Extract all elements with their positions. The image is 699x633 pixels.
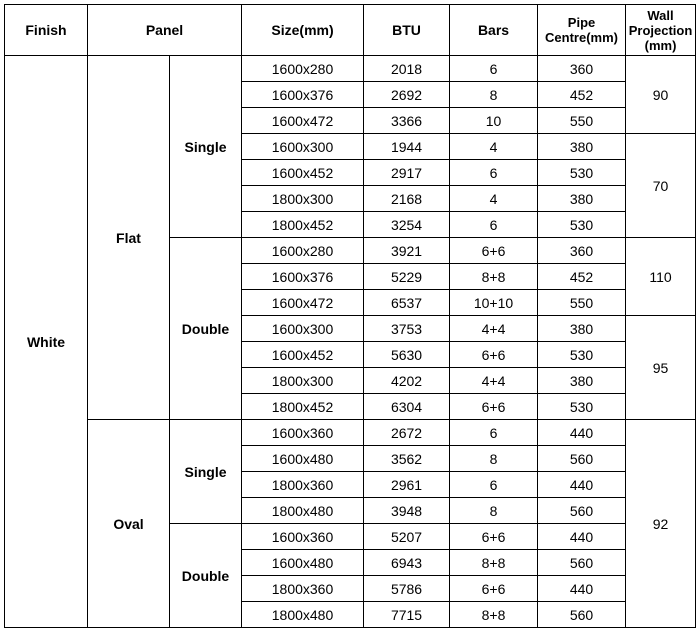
header-pipe-line2: Centre(mm) bbox=[545, 30, 618, 45]
btu-cell: 2168 bbox=[364, 186, 450, 212]
pipe-cell: 440 bbox=[538, 420, 626, 446]
header-size: Size(mm) bbox=[242, 5, 364, 56]
pipe-cell: 560 bbox=[538, 602, 626, 628]
size-cell: 1600x376 bbox=[242, 82, 364, 108]
pipe-cell: 380 bbox=[538, 186, 626, 212]
bars-cell: 8 bbox=[450, 446, 538, 472]
bars-cell: 6+6 bbox=[450, 238, 538, 264]
btu-cell: 2961 bbox=[364, 472, 450, 498]
size-cell: 1800x480 bbox=[242, 498, 364, 524]
bars-cell: 8+8 bbox=[450, 602, 538, 628]
pipe-cell: 530 bbox=[538, 160, 626, 186]
type-cell-flat-double: Double bbox=[170, 238, 242, 420]
size-cell: 1800x300 bbox=[242, 368, 364, 394]
bars-cell: 6+6 bbox=[450, 576, 538, 602]
size-cell: 1600x452 bbox=[242, 342, 364, 368]
panel-cell-oval: Oval bbox=[88, 420, 170, 628]
size-cell: 1800x300 bbox=[242, 186, 364, 212]
pipe-cell: 530 bbox=[538, 342, 626, 368]
pipe-cell: 560 bbox=[538, 498, 626, 524]
type-cell-oval-single: Single bbox=[170, 420, 242, 524]
size-cell: 1800x452 bbox=[242, 212, 364, 238]
pipe-cell: 452 bbox=[538, 82, 626, 108]
btu-cell: 4202 bbox=[364, 368, 450, 394]
type-cell-oval-double: Double bbox=[170, 524, 242, 628]
pipe-cell: 452 bbox=[538, 264, 626, 290]
pipe-cell: 380 bbox=[538, 134, 626, 160]
btu-cell: 3562 bbox=[364, 446, 450, 472]
size-cell: 1600x452 bbox=[242, 160, 364, 186]
table-row bbox=[5, 56, 696, 82]
header-panel: Panel bbox=[88, 5, 242, 56]
header-btu: BTU bbox=[364, 5, 450, 56]
btu-cell: 5630 bbox=[364, 342, 450, 368]
pipe-cell: 440 bbox=[538, 576, 626, 602]
bars-cell: 8 bbox=[450, 498, 538, 524]
bars-cell: 4+4 bbox=[450, 316, 538, 342]
radiator-spec-table bbox=[4, 4, 696, 628]
pipe-cell: 530 bbox=[538, 212, 626, 238]
size-cell: 1800x452 bbox=[242, 394, 364, 420]
header-pipe-centre bbox=[538, 5, 626, 56]
bars-cell: 6 bbox=[450, 56, 538, 82]
btu-cell: 2917 bbox=[364, 160, 450, 186]
size-cell: 1600x376 bbox=[242, 264, 364, 290]
bars-cell: 6+6 bbox=[450, 342, 538, 368]
btu-cell: 6537 bbox=[364, 290, 450, 316]
pipe-cell: 380 bbox=[538, 368, 626, 394]
bars-cell: 6 bbox=[450, 420, 538, 446]
header-wall-line3: (mm) bbox=[644, 37, 677, 53]
btu-cell: 5229 bbox=[364, 264, 450, 290]
type-cell-flat-single: Single bbox=[170, 56, 242, 238]
bars-cell: 6+6 bbox=[450, 524, 538, 550]
btu-cell: 2692 bbox=[364, 82, 450, 108]
size-cell: 1600x480 bbox=[242, 446, 364, 472]
btu-cell: 5786 bbox=[364, 576, 450, 602]
size-cell: 1600x280 bbox=[242, 238, 364, 264]
btu-cell: 6304 bbox=[364, 394, 450, 420]
pipe-cell: 360 bbox=[538, 56, 626, 82]
size-cell: 1600x360 bbox=[242, 524, 364, 550]
bars-cell: 6 bbox=[450, 160, 538, 186]
btu-cell: 3921 bbox=[364, 238, 450, 264]
table-row bbox=[5, 420, 696, 446]
header-bars: Bars bbox=[450, 5, 538, 56]
wall-projection-cell: 90 bbox=[626, 56, 696, 134]
finish-cell: White bbox=[5, 56, 88, 628]
btu-cell: 5207 bbox=[364, 524, 450, 550]
pipe-cell: 550 bbox=[538, 290, 626, 316]
size-cell: 1800x480 bbox=[242, 602, 364, 628]
bars-cell: 8+8 bbox=[450, 550, 538, 576]
btu-cell: 1944 bbox=[364, 134, 450, 160]
bars-cell: 6+6 bbox=[450, 394, 538, 420]
header-wall-line2: Projection bbox=[628, 22, 693, 38]
size-cell: 1600x472 bbox=[242, 108, 364, 134]
wall-projection-cell: 92 bbox=[626, 420, 696, 628]
size-cell: 1600x300 bbox=[242, 134, 364, 160]
header-wall-line1: Wall bbox=[647, 7, 674, 23]
size-cell: 1600x472 bbox=[242, 290, 364, 316]
pipe-cell: 440 bbox=[538, 524, 626, 550]
panel-cell-flat: Flat bbox=[88, 56, 170, 420]
bars-cell: 4+4 bbox=[450, 368, 538, 394]
bars-cell: 10+10 bbox=[450, 290, 538, 316]
bars-cell: 6 bbox=[450, 472, 538, 498]
btu-cell: 3366 bbox=[364, 108, 450, 134]
size-cell: 1600x280 bbox=[242, 56, 364, 82]
size-cell: 1600x480 bbox=[242, 550, 364, 576]
btu-cell: 3254 bbox=[364, 212, 450, 238]
btu-cell: 2672 bbox=[364, 420, 450, 446]
header-pipe-line1: Pipe bbox=[567, 15, 596, 30]
btu-cell: 7715 bbox=[364, 602, 450, 628]
header-wall-projection bbox=[626, 5, 696, 56]
btu-cell: 3753 bbox=[364, 316, 450, 342]
pipe-cell: 440 bbox=[538, 472, 626, 498]
wall-projection-cell: 95 bbox=[626, 316, 696, 420]
header-row bbox=[5, 5, 696, 56]
size-cell: 1800x360 bbox=[242, 576, 364, 602]
wall-projection-cell: 110 bbox=[626, 238, 696, 316]
wall-projection-cell: 70 bbox=[626, 134, 696, 238]
btu-cell: 3948 bbox=[364, 498, 450, 524]
size-cell: 1800x360 bbox=[242, 472, 364, 498]
pipe-cell: 550 bbox=[538, 108, 626, 134]
bars-cell: 8 bbox=[450, 82, 538, 108]
bars-cell: 4 bbox=[450, 186, 538, 212]
size-cell: 1600x360 bbox=[242, 420, 364, 446]
bars-cell: 10 bbox=[450, 108, 538, 134]
btu-cell: 6943 bbox=[364, 550, 450, 576]
bars-cell: 4 bbox=[450, 134, 538, 160]
header-finish: Finish bbox=[5, 5, 88, 56]
pipe-cell: 530 bbox=[538, 394, 626, 420]
bars-cell: 8+8 bbox=[450, 264, 538, 290]
size-cell: 1600x300 bbox=[242, 316, 364, 342]
pipe-cell: 560 bbox=[538, 446, 626, 472]
pipe-cell: 380 bbox=[538, 316, 626, 342]
bars-cell: 6 bbox=[450, 212, 538, 238]
pipe-cell: 560 bbox=[538, 550, 626, 576]
table-body bbox=[5, 56, 696, 628]
pipe-cell: 360 bbox=[538, 238, 626, 264]
btu-cell: 2018 bbox=[364, 56, 450, 82]
